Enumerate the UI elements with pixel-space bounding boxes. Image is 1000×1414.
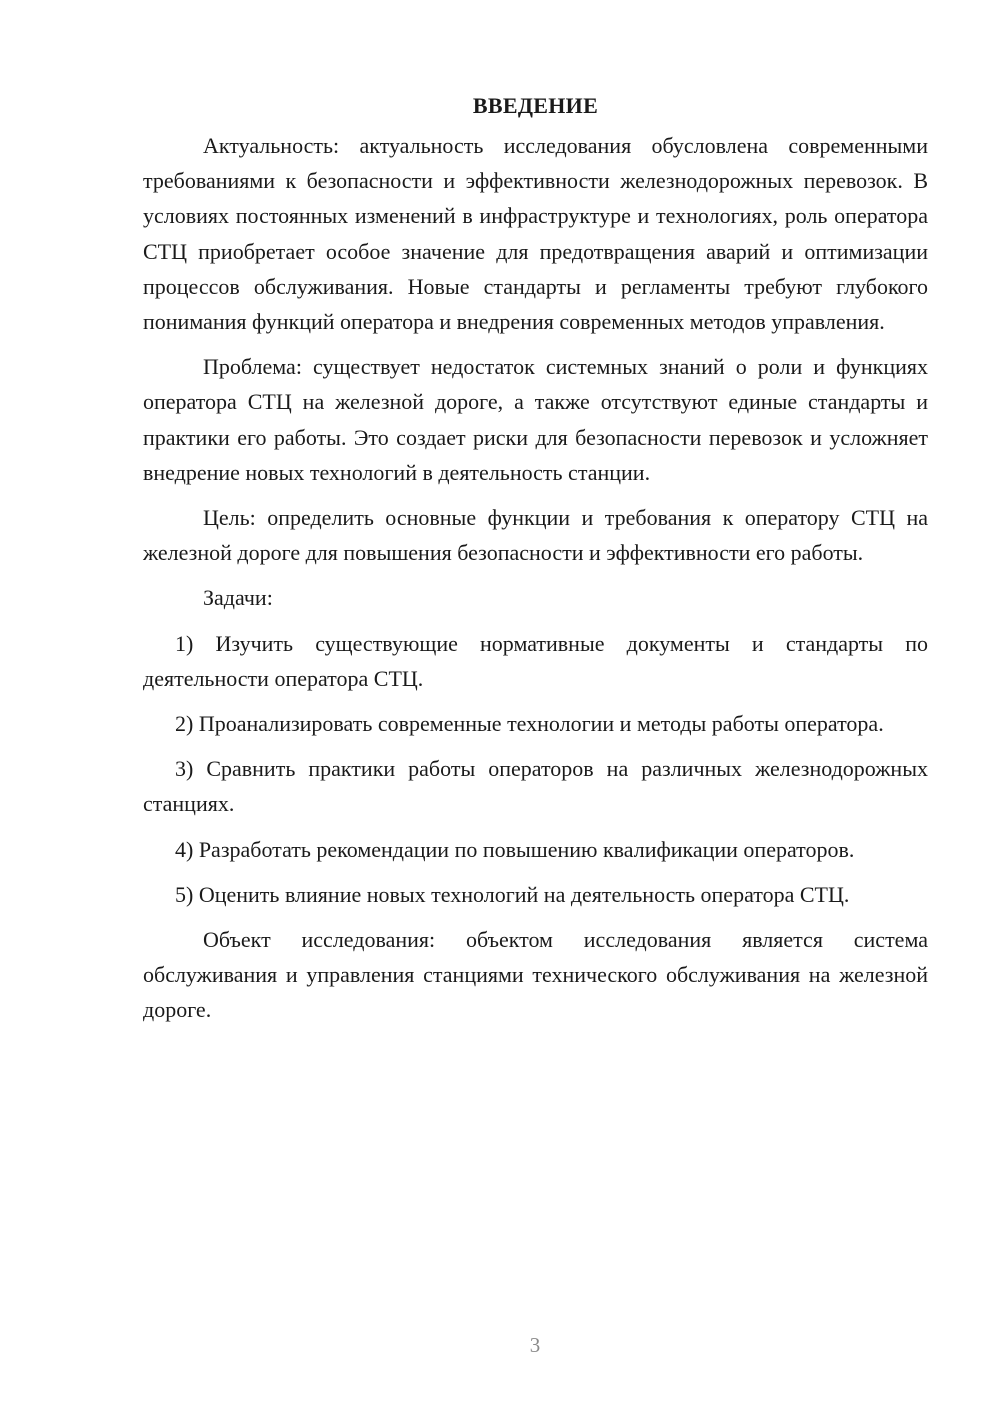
paragraph-object: Объект исследования: объектом исследования является система обслуживания и управления станциями технического обслуживания на железной дороге. <box>143 927 928 1023</box>
task-item-2: 2) Проанализировать современные технологии и методы работы оператора. <box>175 711 884 737</box>
task-item-3: 3) Сравнить практики работы операторов на различных железнодорожных станциях. <box>143 756 928 817</box>
paragraph-problem: Проблема: существует недостаток системных знаний о роли и функциях оператора СТЦ на железной дороге, а также отсутствуют единые стандарты и практики его работы. Это создает риски для безопасности перевозок и усложняет внедрение новых технологий в деятельность станции. <box>143 354 928 485</box>
tasks-heading: Задачи: <box>203 585 273 611</box>
paragraph-goal: Цель: определить основные функции и требования к оператору СТЦ на железной дороге для повышения безопасности и эффективности его работы. <box>143 505 928 566</box>
page-number: 3 <box>529 1333 541 1357</box>
page-title: ВВЕДЕНИЕ <box>472 93 599 118</box>
paragraph-relevance: Актуальность: актуальность исследования обусловлена современными требованиями к безопасности и эффективности железнодорожных перевозок. В условиях постоянных изменений в инфраструктуре и технологиях, роль оператора СТЦ приобретает особое значение для предотвращения аварий и оптимизации процессов обслуживания. Новые стандарты и регламенты требуют глубокого понимания функций оператора и внедрения современных методов управления. <box>143 133 928 335</box>
task-item-5: 5) Оценить влияние новых технологий на деятельность оператора СТЦ. <box>175 881 850 907</box>
task-item-4: 4) Разработать рекомендации по повышению квалификации операторов. <box>175 836 855 862</box>
task-item-1: 1) Изучить существующие нормативные документы и стандарты по деятельности оператора СТЦ. <box>143 630 928 691</box>
document-page <box>143 88 928 1038</box>
tasks-list <box>143 626 928 912</box>
